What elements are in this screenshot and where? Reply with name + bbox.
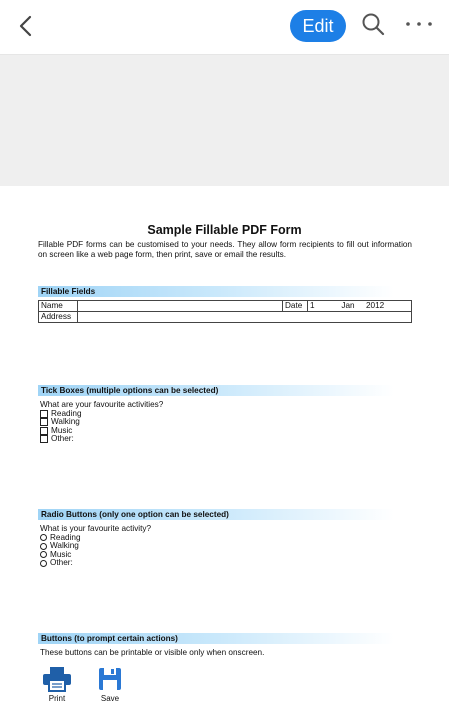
- document-title: Sample Fillable PDF Form: [147, 223, 302, 237]
- date-day-field[interactable]: 1: [308, 301, 333, 312]
- tick-boxes-group: [40, 401, 163, 444]
- checkbox[interactable]: [40, 410, 48, 418]
- radio-question: What is your favourite activity?: [40, 524, 152, 533]
- tick-option-music[interactable]: Music: [40, 427, 163, 436]
- tick-option-other[interactable]: Other:: [40, 435, 163, 444]
- page-gap-area: [0, 55, 449, 186]
- print-label: Print: [48, 694, 66, 703]
- radio-option-other[interactable]: Other:: [40, 559, 151, 568]
- address-label: Address: [39, 312, 78, 323]
- chevron-left-icon[interactable]: [14, 13, 40, 39]
- checkbox[interactable]: [40, 435, 48, 443]
- tick-boxes-heading: Tick Boxes (multiple options can be selected): [38, 385, 394, 396]
- edit-button[interactable]: Edit: [290, 10, 346, 42]
- date-label: Date: [283, 301, 308, 312]
- address-field[interactable]: [78, 312, 412, 323]
- radio-option-walking[interactable]: Walking: [40, 542, 151, 551]
- printer-icon: [42, 666, 72, 692]
- date-year-field[interactable]: 2012: [364, 301, 412, 312]
- more-horizontal-icon[interactable]: [404, 16, 434, 32]
- radio-button[interactable]: [40, 560, 47, 567]
- name-field[interactable]: [78, 301, 283, 312]
- radio-button[interactable]: [40, 551, 47, 558]
- radio-buttons-group: [40, 525, 151, 568]
- tick-question: What are your favourite activities?: [40, 400, 164, 409]
- document-intro: Fillable PDF forms can be customised to your needs. They allow form recipients to fill out information on screen like a web page form, then print, save or email the results.: [38, 240, 412, 259]
- buttons-heading: Buttons (to prompt certain actions): [38, 633, 394, 644]
- fillable-fields-heading: Fillable Fields: [38, 286, 394, 297]
- save-label: Save: [100, 694, 120, 703]
- date-month-field[interactable]: Jan: [332, 301, 364, 312]
- radio-button[interactable]: [40, 543, 47, 550]
- buttons-description: These buttons can be printable or visible only when onscreen.: [40, 648, 265, 657]
- print-button[interactable]: [37, 666, 77, 703]
- floppy-disk-icon: [97, 666, 123, 692]
- radio-option-music[interactable]: Music: [40, 551, 151, 560]
- checkbox[interactable]: [40, 427, 48, 435]
- checkbox[interactable]: [40, 418, 48, 426]
- tick-option-walking[interactable]: Walking: [40, 418, 163, 427]
- save-button[interactable]: [90, 666, 130, 703]
- radio-buttons-heading: Radio Buttons (only one option can be selected): [38, 509, 394, 520]
- name-label: Name: [39, 301, 78, 312]
- top-toolbar: [0, 0, 449, 55]
- fillable-fields-table: [38, 300, 412, 323]
- radio-option-reading[interactable]: Reading: [40, 534, 151, 543]
- tick-option-reading[interactable]: Reading: [40, 410, 163, 419]
- pdf-page[interactable]: [0, 187, 449, 705]
- search-icon[interactable]: [360, 11, 386, 37]
- radio-button[interactable]: [40, 534, 47, 541]
